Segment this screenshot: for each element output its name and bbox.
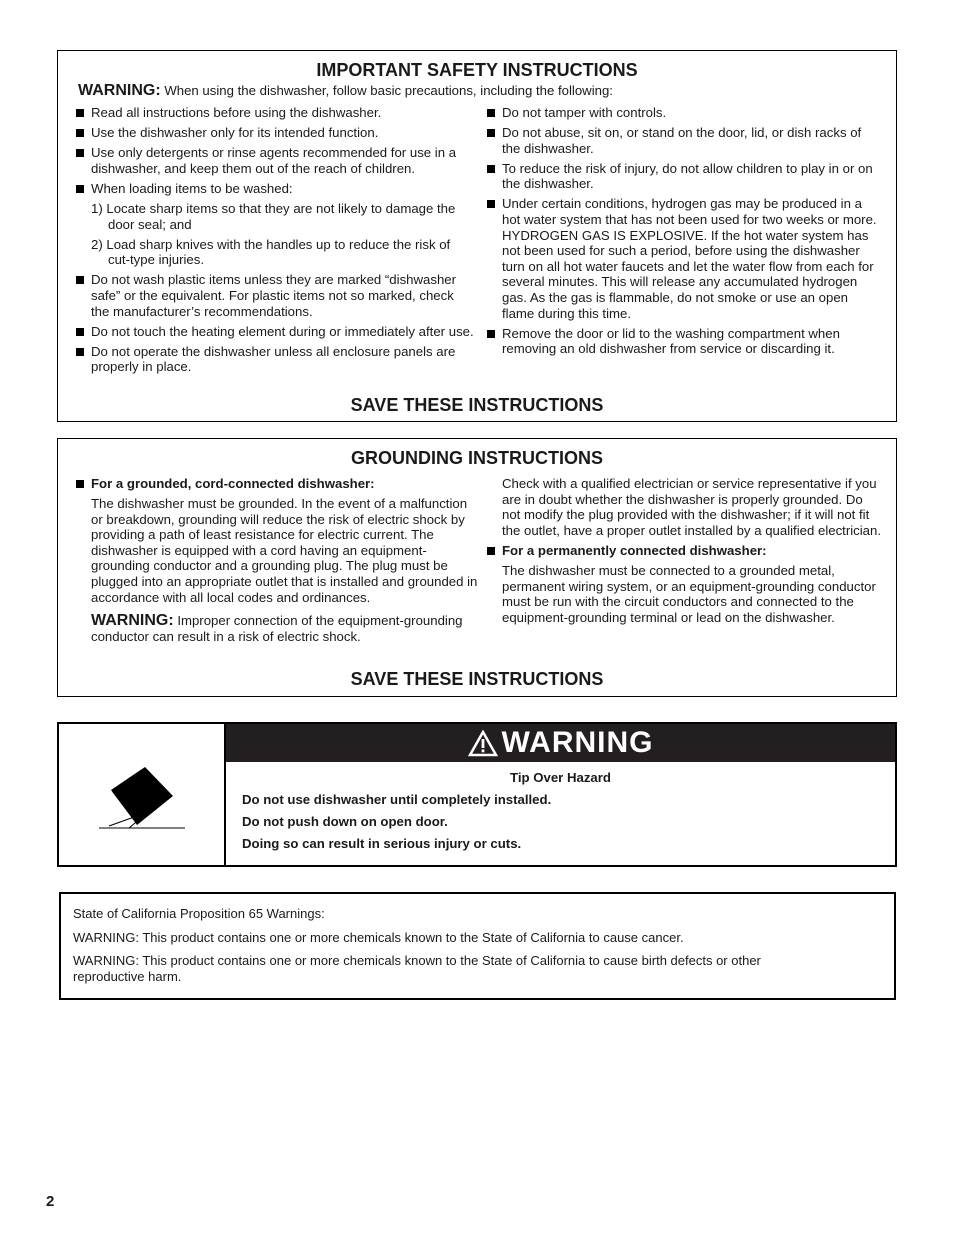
grounding-right-column — [487, 476, 883, 625]
warning-line: Do not push down on open door. — [242, 814, 448, 829]
safety-warning-intro — [78, 82, 613, 100]
list-item: To reduce the risk of injury, do not allow children to play in or on the dishwasher. — [487, 161, 883, 192]
grounding-warning — [76, 613, 478, 644]
sub-list-item: 2) Load sharp knives with the handles up to reduce the risk of cut-type injuries. — [91, 236, 451, 268]
safety-title: IMPORTANT SAFETY INSTRUCTIONS — [316, 60, 638, 80]
cord-connected-heading: For a grounded, cord-connected dishwasher: — [76, 476, 478, 492]
prop65-box — [59, 892, 896, 1000]
list-item: Do not wash plastic items unless they are marked “dishwasher safe” or the equivalent. For plastic items not so marked, check the manufacturer’s recommendations. — [76, 272, 474, 319]
warning-label: WARNING: — [78, 82, 161, 99]
grounding-warning-text: Improper connection of the equipment-grounding conductor can result in a risk of electric shock. — [91, 613, 463, 644]
warning-line: Do not use dishwasher until completely installed. — [242, 792, 552, 807]
cord-connected-text: The dishwasher must be grounded. In the event of a malfunction or breakdown, grounding will reduce the risk of electric shock by providing a path of least resistance for electric current. The dishwasher is equipped with a cord having an equipment-grounding conductor and a grounding plug. The plug must be plugged into an appropriate outlet that is installed and grounded in accordance with all local codes and ordinances. — [91, 496, 478, 605]
prop65-text — [73, 906, 834, 992]
list-item: Do not tamper with controls. — [487, 105, 883, 121]
warning-banner — [226, 724, 895, 762]
list-item: Do not abuse, sit on, or stand on the door, lid, or dish racks of the dishwasher. — [487, 125, 883, 156]
list-item: Do not operate the dishwasher unless all enclosure panels are properly in place. — [76, 344, 474, 375]
warning-intro-text: When using the dishwasher, follow basic precautions, including the following: — [160, 83, 613, 98]
warning-line: Doing so can result in serious injury or cuts. — [242, 836, 522, 851]
list-item: Use the dishwasher only for its intended function. — [76, 125, 474, 141]
list-item: Read all instructions before using the dishwasher. — [76, 105, 474, 121]
safety-right-column — [487, 105, 883, 361]
list-item: Remove the door or lid to the washing compartment when removing an old dishwasher from service or discarding it. — [487, 326, 883, 357]
save-instructions-heading: SAVE THESE INSTRUCTIONS — [350, 669, 604, 689]
grounding-instructions-box — [57, 438, 897, 697]
prop65-warning-birth-defects: WARNING: This product contains one or more chemicals known to the State of California to cause birth defects or other reproductive harm. — [73, 953, 761, 984]
tip-over-hazard-icon — [59, 724, 224, 865]
sub-list-item: 1) Locate sharp items so that they are not likely to damage the door seal; and — [91, 200, 456, 232]
warning-icon-cell — [59, 724, 226, 865]
grounding-title: GROUNDING INSTRUCTIONS — [351, 448, 603, 468]
alert-triangle-icon — [468, 730, 498, 757]
warning-label: WARNING: — [91, 612, 174, 630]
tip-over-warning-box — [57, 722, 897, 867]
prop65-heading: State of California Proposition 65 Warnings: — [73, 906, 325, 921]
safety-instructions-box — [57, 50, 897, 422]
grounding-left-column — [76, 476, 478, 644]
permanent-connection-heading: For a permanently connected dishwasher: — [487, 543, 883, 559]
permanent-connection-text: The dishwasher must be connected to a grounded metal, permanent wiring system, or an equipment-grounding conductor must be run with the circuit conductors and connected to the equipment-grounding terminal or lead on the dishwasher. — [502, 562, 876, 625]
safety-left-column — [76, 105, 474, 379]
list-item: Use only detergents or rinse agents recommended for use in a dishwasher, and keep them out of the reach of children. — [76, 145, 474, 176]
check-electrician-text: Check with a qualified electrician or service representative if you are in doubt whether the dishwasher is properly grounded. Do not modify the plug provided with the dishwasher; if it will not fit the outlet, have a proper outlet installed by a qualified electrician. — [502, 476, 882, 538]
prop65-warning-cancer: WARNING: This product contains one or more chemicals known to the State of California to cause cancer. — [73, 929, 684, 945]
list-item: Under certain conditions, hydrogen gas may be produced in a hot water system that has not been used for two weeks or more. HYDROGEN GAS IS EXPLOSIVE. If the hot water system has not been used for such a period, before using the dishwasher turn on all hot water faucets and let the water flow from each for several minutes. This will release any accumulated hydrogen gas. As the gas is flammable, do not smoke or use an open flame during this time. — [487, 196, 883, 321]
page-number: 2 — [46, 1193, 55, 1210]
list-item: When loading items to be washed: — [76, 181, 474, 197]
warning-body — [242, 770, 879, 858]
warning-banner-text: WARNING — [501, 726, 654, 759]
list-item: Do not touch the heating element during or immediately after use. — [76, 324, 474, 340]
save-instructions-heading: SAVE THESE INSTRUCTIONS — [350, 395, 604, 415]
hazard-title: Tip Over Hazard — [510, 770, 611, 785]
